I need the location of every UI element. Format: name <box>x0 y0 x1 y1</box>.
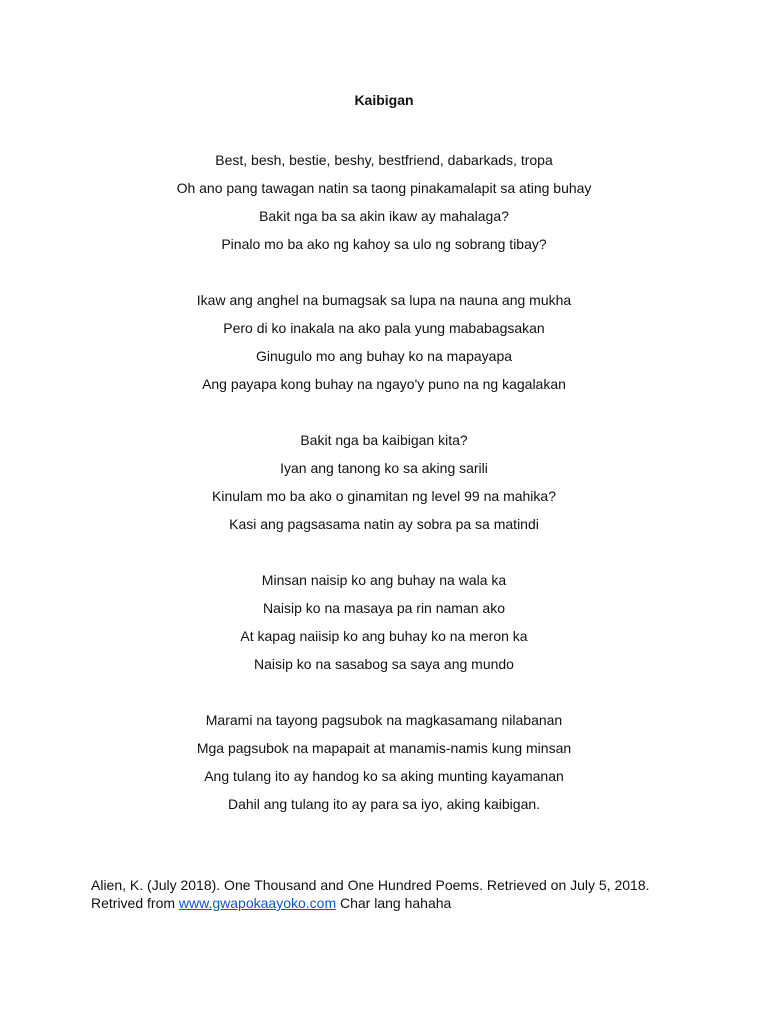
stanza-4 <box>0 566 768 678</box>
poem-line: Ginugulo mo ang buhay ko na mapayapa <box>255 348 513 364</box>
poem-line: Ikaw ang anghel na bumagsak sa lupa na nauna ang mukha <box>196 292 572 308</box>
poem-line: At kapag naiisip ko ang buhay ko na meron ka <box>240 628 528 644</box>
poem-line: Naisip ko na sasabog sa saya ang mundo <box>254 656 514 672</box>
poem-body <box>0 146 768 846</box>
stanza-2 <box>0 286 768 398</box>
stanza-5 <box>0 706 768 818</box>
citation <box>91 876 731 912</box>
poem-line: Mga pagsubok na mapapait at manamis-namis kung minsan <box>196 740 572 756</box>
source-link[interactable]: www.gwapokaayoko.com <box>178 895 337 911</box>
citation-line: Alien, K. (July 2018). One Thousand and One Hundred Poems. Retrieved on July 5, 2018. <box>91 877 650 893</box>
citation-suffix: Char lang hahaha <box>340 895 452 911</box>
stanza-3 <box>0 426 768 538</box>
poem-line: Best, besh, bestie, beshy, bestfriend, dabarkads, tropa <box>215 152 553 168</box>
poem-line: Bakit nga ba sa akin ikaw ay mahalaga? <box>259 208 509 224</box>
citation-prefix: Retrived from <box>91 895 176 911</box>
poem-line: Bakit nga ba kaibigan kita? <box>300 432 468 448</box>
poem-line: Pero di ko inakala na ako pala yung mababagsakan <box>223 320 545 336</box>
poem-line: Pinalo mo ba ako ng kahoy sa ulo ng sobrang tibay? <box>221 236 547 252</box>
poem-line: Minsan naisip ko ang buhay na wala ka <box>261 572 507 588</box>
poem-line: Kasi ang pagsasama natin ay sobra pa sa matindi <box>229 516 539 532</box>
poem-line: Ang payapa kong buhay na ngayo'y puno na ng kagalakan <box>202 376 566 392</box>
poem-line: Dahil ang tulang ito ay para sa iyo, aking kaibigan. <box>227 796 541 812</box>
poem-line: Kinulam mo ba ako o ginamitan ng level 99 na mahika? <box>212 488 556 504</box>
poem-line: Marami na tayong pagsubok na magkasamang nilabanan <box>205 712 563 728</box>
poem-line: Naisip ko na masaya pa rin naman ako <box>262 600 506 616</box>
poem-line: Ang tulang ito ay handog ko sa aking munting kayamanan <box>204 768 564 784</box>
poem-line: Oh ano pang tawagan natin sa taong pinakamalapit sa ating buhay <box>176 180 592 196</box>
poem-title: Kaibigan <box>354 92 414 108</box>
stanza-1 <box>0 146 768 258</box>
citation-source <box>91 894 731 912</box>
poem-line: Iyan ang tanong ko sa aking sarili <box>280 460 488 476</box>
